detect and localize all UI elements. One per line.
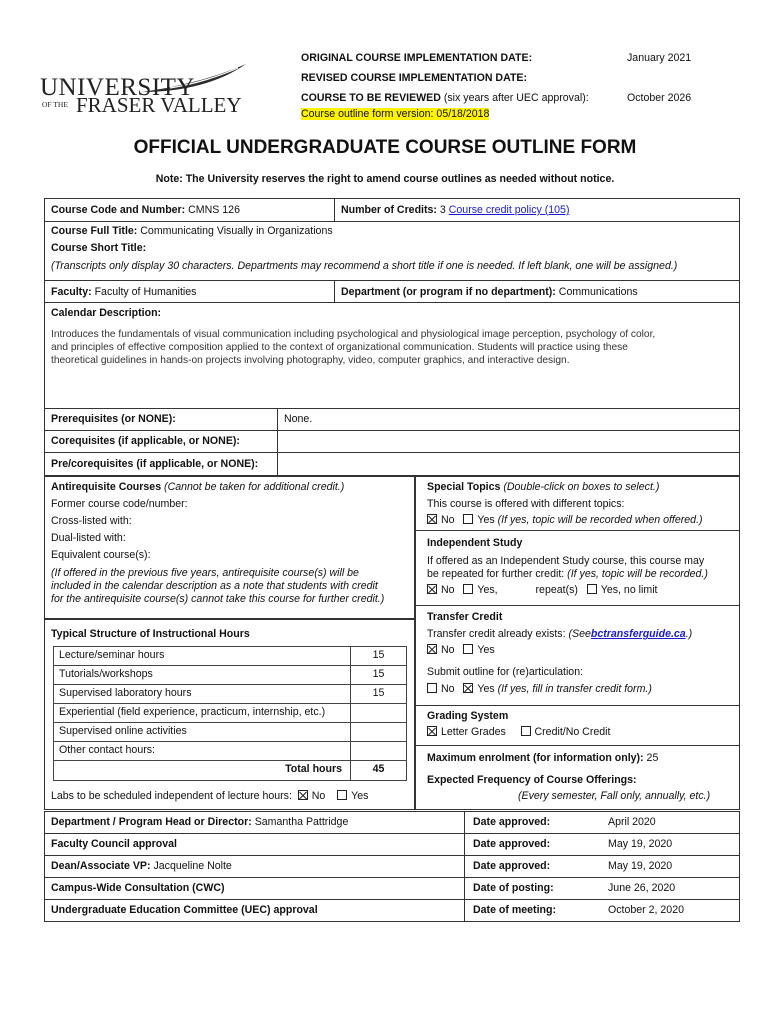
department-value: Communications bbox=[558, 286, 638, 298]
approval-row: Department / Program Head or Director: Samantha Pattridge bbox=[51, 816, 349, 828]
review-date-value: October 2026 bbox=[627, 92, 692, 104]
course-full-title: Course Full Title: Communicating Visually in Organizations bbox=[51, 225, 333, 237]
hours-row-value[interactable]: 15 bbox=[350, 646, 407, 666]
independent-no-checkbox[interactable] bbox=[427, 584, 437, 594]
hours-title: Typical Structure of Instructional Hours bbox=[51, 628, 250, 640]
transfer-credit-options: No Yes bbox=[427, 644, 495, 656]
equivalent-courses-label: Equivalent course(s): bbox=[51, 549, 151, 561]
form-version: Course outline form version: 05/18/2018 bbox=[301, 108, 490, 120]
independent-study-options: No Yes, repeat(s) Yes, no limit bbox=[427, 584, 658, 596]
faculty: Faculty: Faculty of Humanities bbox=[51, 286, 197, 298]
course-code-value: CMNS 126 bbox=[188, 204, 240, 216]
approval-date-value: June 26, 2020 bbox=[608, 882, 676, 894]
review-date-label bbox=[301, 92, 589, 104]
approval-date-value: April 2020 bbox=[608, 816, 656, 828]
calendar-description-line: and principles of effective composition applied to the context of organizational communication. Students will practice using these bbox=[51, 342, 628, 353]
rearticulation-no-checkbox[interactable] bbox=[427, 683, 437, 693]
course-full-title-value: Communicating Visually in Organizations bbox=[140, 225, 333, 237]
independent-nolimit-checkbox[interactable] bbox=[587, 584, 597, 594]
antirequisite-note-line: for the antirequisite course(s) cannot take this course for further credit.) bbox=[51, 593, 385, 605]
approval-row: Campus-Wide Consultation (CWC) bbox=[51, 882, 225, 894]
special-topics-title: Special Topics (Double-click on boxes to select.) bbox=[427, 481, 660, 493]
approval-date-value: October 2, 2020 bbox=[608, 904, 684, 916]
course-short-title-label: Course Short Title: bbox=[51, 242, 147, 254]
rearticulation-line: Submit outline for (re)articulation: bbox=[427, 666, 584, 678]
precorequisites-label: Pre/corequisites (if applicable, or NONE): bbox=[51, 458, 259, 470]
review-note: (six years after UEC approval): bbox=[443, 92, 589, 104]
total-hours-value: 45 bbox=[350, 760, 407, 781]
special-topics-no-checkbox[interactable] bbox=[427, 514, 437, 524]
prerequisites-label: Prerequisites (or NONE): bbox=[51, 413, 176, 425]
hours-row-value[interactable]: 15 bbox=[350, 665, 407, 685]
rearticulation-options: No Yes (If yes, fill in transfer credit form.) bbox=[427, 683, 652, 695]
former-course-label: Former course code/number: bbox=[51, 498, 188, 510]
antirequisite-note-line: included in the calendar description as a note that students with credit bbox=[51, 580, 378, 592]
calendar-description-label: Calendar Description: bbox=[51, 307, 162, 319]
page-title: OFFICIAL UNDERGRADUATE COURSE OUTLINE FORM bbox=[133, 137, 637, 158]
credits-value: 3 bbox=[439, 204, 446, 216]
hours-row-label: Experiential (field experience, practicum, internship, etc.) bbox=[53, 703, 351, 723]
total-hours-label: Total hours bbox=[53, 760, 351, 781]
hours-row-label: Supervised laboratory hours bbox=[53, 684, 351, 704]
labs-independent: Labs to be scheduled independent of lecture hours: No Yes bbox=[51, 790, 369, 802]
grading-system-title: Grading System bbox=[427, 710, 509, 722]
expected-frequency-note: (Every semester, Fall only, annually, etc.) bbox=[518, 790, 711, 802]
transfer-credit-title: Transfer Credit bbox=[427, 611, 503, 623]
approval-date-label: Date approved: bbox=[473, 860, 551, 872]
labs-no-checkbox[interactable] bbox=[298, 790, 308, 800]
department: Department (or program if no department): Communications bbox=[341, 286, 638, 298]
letter-grades-checkbox[interactable] bbox=[427, 726, 437, 736]
logo-of-the-text: OF THE bbox=[42, 100, 68, 109]
faculty-value: Faculty of Humanities bbox=[94, 286, 197, 298]
antirequisite-title: Antirequisite Courses (Cannot be taken for additional credit.) bbox=[51, 481, 345, 493]
approval-date-label: Date approved: bbox=[473, 816, 551, 828]
max-enrolment-value: 25 bbox=[646, 752, 659, 764]
expected-frequency-label: Expected Frequency of Course Offerings: bbox=[427, 774, 637, 786]
approval-row: Undergraduate Education Committee (UEC) approval bbox=[51, 904, 318, 916]
rearticulation-yes-checkbox[interactable] bbox=[463, 683, 473, 693]
calendar-description-line: Introduces the fundamentals of visual communication including psychological and physiological image perception, psychology of color, bbox=[51, 329, 656, 340]
antirequisite-note-line: (If offered in the previous five years, antirequisite course(s) will be bbox=[51, 567, 359, 579]
cross-listed-label: Cross-listed with: bbox=[51, 515, 132, 527]
hours-row-label: Supervised online activities bbox=[53, 722, 351, 742]
short-title-note: (Transcripts only display 30 characters. Departments may recommend a short title if one is needed. If left blank, one will be assigned.) bbox=[51, 260, 678, 272]
approval-date-label: Date of meeting: bbox=[473, 904, 556, 916]
hours-row-label: Tutorials/workshops bbox=[53, 665, 351, 685]
transfer-yes-checkbox[interactable] bbox=[463, 644, 473, 654]
labs-yes-checkbox[interactable] bbox=[337, 790, 347, 800]
special-topics-yes-checkbox[interactable] bbox=[463, 514, 473, 524]
grading-options: Letter Grades Credit/No Credit bbox=[427, 726, 610, 738]
course-code: Course Code and Number: CMNS 126 bbox=[51, 204, 240, 216]
hours-row-value[interactable] bbox=[350, 703, 407, 723]
logo-fraser-valley-text: FRASER VALLEY bbox=[76, 93, 242, 117]
calendar-description-line: theoretical guidelines in hands-on projects involving photography, video, computer graphics, and interactive design. bbox=[51, 355, 570, 366]
approval-date-value: May 19, 2020 bbox=[608, 860, 673, 872]
bctransferguide-link[interactable]: bctransferguide.ca bbox=[590, 628, 686, 640]
hours-row-label: Other contact hours: bbox=[53, 741, 351, 761]
amend-note: Note: The University reserves the right to amend course outlines as needed without notice. bbox=[155, 173, 615, 185]
transfer-no-checkbox[interactable] bbox=[427, 644, 437, 654]
corequisites-label: Corequisites (if applicable, or NONE): bbox=[51, 435, 240, 447]
special-topics-line: This course is offered with different topics: bbox=[427, 498, 625, 510]
hours-row-value[interactable] bbox=[350, 741, 407, 761]
transfer-credit-line: Transfer credit already exists: (Seebctransferguide.ca.) bbox=[427, 628, 693, 640]
independent-yes-checkbox[interactable] bbox=[463, 584, 473, 594]
hours-row-label: Lecture/seminar hours bbox=[53, 646, 351, 666]
approval-date-label: Date of posting: bbox=[473, 882, 554, 894]
logo-university-text: UNIVERSITY bbox=[40, 74, 195, 101]
special-topics-options: No Yes (If yes, topic will be recorded when offered.) bbox=[427, 514, 703, 526]
university-logo bbox=[40, 60, 250, 120]
original-date-value: January 2021 bbox=[627, 52, 692, 64]
approval-row: Dean/Associate VP: Jacqueline Nolte bbox=[51, 860, 232, 872]
independent-study-line: If offered as an Independent Study course, this course may bbox=[427, 555, 705, 567]
approval-row: Faculty Council approval bbox=[51, 838, 177, 850]
course-credits: Number of Credits: 3 Course credit policy (105) bbox=[341, 204, 570, 216]
revised-date-label: REVISED COURSE IMPLEMENTATION DATE: bbox=[301, 72, 528, 84]
max-enrolment: Maximum enrolment (for information only): 25 bbox=[427, 752, 659, 764]
independent-study-title: Independent Study bbox=[427, 537, 523, 549]
dual-listed-label: Dual-listed with: bbox=[51, 532, 126, 544]
original-date-label: ORIGINAL COURSE IMPLEMENTATION DATE: bbox=[301, 52, 533, 64]
approval-date-label: Date approved: bbox=[473, 838, 551, 850]
review-label: COURSE TO BE REVIEWED bbox=[301, 92, 441, 104]
approval-date-value: May 19, 2020 bbox=[608, 838, 673, 850]
hours-row-value[interactable]: 15 bbox=[350, 684, 407, 704]
prerequisites-value: None. bbox=[284, 413, 313, 425]
hours-row-value[interactable] bbox=[350, 722, 407, 742]
credit-no-credit-checkbox[interactable] bbox=[521, 726, 531, 736]
credit-policy-link[interactable]: Course credit policy (105) bbox=[448, 204, 570, 216]
independent-study-line: be repeated for further credit: (If yes, topic will be recorded.) bbox=[427, 568, 708, 580]
